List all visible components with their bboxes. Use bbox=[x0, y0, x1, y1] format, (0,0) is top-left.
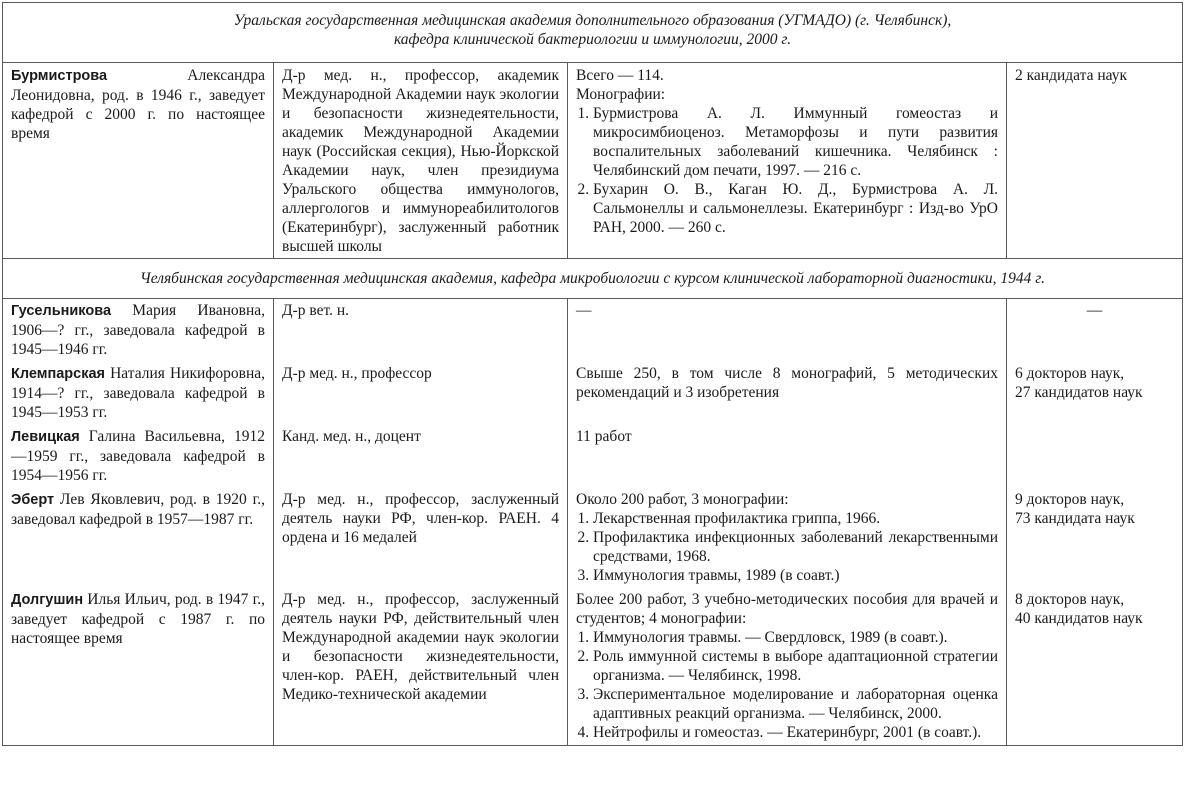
works-total: Всего — 114. bbox=[576, 67, 664, 84]
person-cell bbox=[3, 299, 274, 363]
list-item: 4. Нейтрофилы и гомеостаз. — Екатеринбург, 2001 (в соавт.). bbox=[593, 723, 998, 742]
person-details: Мария Ивановна, 1906—? гг., заведовала кафедрой в 1945—1946 гг. bbox=[11, 302, 265, 358]
person-surname: Бурмистрова bbox=[11, 68, 108, 84]
monographs-list bbox=[576, 104, 998, 237]
students-cell: 6 докторов наук, 27 кандидатов наук bbox=[1007, 362, 1183, 425]
table-row bbox=[3, 63, 1183, 259]
heads-of-departments-table bbox=[2, 2, 1183, 746]
person-details: Илья Ильич, род. в 1947 г., заведует кафедрой с 1987 г. по настоящее время bbox=[11, 591, 265, 647]
degree-cell: Д-р вет. н. bbox=[274, 299, 568, 363]
person-surname: Левицкая bbox=[11, 429, 80, 445]
works-cell: Свыше 250, в том числе 8 монографий, 5 методических рекомендаций и 3 изобретения bbox=[568, 362, 1007, 425]
table-row bbox=[3, 425, 1183, 488]
works-total: Около 200 работ, 3 монографии: bbox=[576, 491, 789, 508]
degree-cell: Канд. мед. н., доцент bbox=[274, 425, 568, 488]
degree-cell: Д-р мед. н., профессор, заслуженный деятель науки РФ, член-кор. РАЕН. 4 ордена и 16 медалей bbox=[274, 488, 568, 588]
person-cell bbox=[3, 63, 274, 259]
list-item: 3. Экспериментальное моделирование и лабораторная оценка адаптивных реакций организма. — Челябинск, 2000. bbox=[593, 685, 998, 723]
section-header-cell: Челябинская государственная медицинская академия, кафедра микробиологии с курсом клинической лабораторной диагностики, 1944 г. bbox=[3, 259, 1183, 299]
person-surname: Эберт bbox=[11, 492, 55, 508]
works-subheading: Монографии: bbox=[576, 86, 666, 103]
person-details: Лев Яковлевич, род. в 1920 г., заведовал кафедрой в 1957—1987 гг. bbox=[11, 491, 265, 528]
person-surname: Гусельникова bbox=[11, 303, 112, 319]
works-cell bbox=[568, 488, 1007, 588]
person-details: Наталия Никифоровна, 1914—? гг., заведовала кафедрой в 1945—1953 гг. bbox=[11, 365, 265, 421]
list-item: 3. Иммунология травмы, 1989 (в соавт.) bbox=[593, 566, 998, 585]
students-cell: 8 докторов наук, 40 кандидатов наук bbox=[1007, 588, 1183, 746]
degree-cell: Д-р мед. н., профессор, академик Международной Академии наук экологии и безопасности жизнедеятельности, академик Международной Академии наук (Российская секция), Нью-Йоркской Академии наук, член президиума Уральского общества иммунологов, аллергологов и иммунореабилитологов (Екатеринбург), заслуженный работник высшей школы bbox=[274, 63, 568, 259]
degree-cell: Д-р мед. н., профессор bbox=[274, 362, 568, 425]
person-cell bbox=[3, 362, 274, 425]
person-details: Александра Леонидовна, род. в 1946 г., заведует кафедрой с 2000 г. по настоящее время bbox=[11, 67, 265, 142]
person-surname: Долгушин bbox=[11, 592, 84, 608]
list-item: 2. Бухарин О. В., Каган Ю. Д., Бурмистрова А. Л. Сальмонеллы и сальмонеллезы. Екатеринбург : Изд-во УрО РАН, 2000. — 260 с. bbox=[593, 180, 998, 237]
works-cell bbox=[568, 588, 1007, 746]
section-header-line-2: кафедра клинической бактериологии и иммунологии, 2000 г. bbox=[393, 31, 792, 48]
section-header-ugmado bbox=[3, 3, 1183, 63]
table-row bbox=[3, 588, 1183, 746]
list-item: 1. Бурмистрова А. Л. Иммунный гомеостаз и микросимбиоценоз. Метаморфозы и пути развития воспалительных заболеваний кишечника. Челябинск : Челябинский дом печати, 1997. — 216 с. bbox=[593, 104, 998, 180]
table-row bbox=[3, 362, 1183, 425]
works-cell: 11 работ bbox=[568, 425, 1007, 488]
list-item: 2. Роль иммунной системы в выборе адаптационной стратегии организма. — Челябинск, 1998. bbox=[593, 647, 998, 685]
person-surname: Клемпарская bbox=[11, 366, 105, 382]
list-item: 2. Профилактика инфекционных заболеваний лекарственными средствами, 1968. bbox=[593, 528, 998, 566]
section-header-cell bbox=[3, 3, 1183, 63]
works-cell: — bbox=[568, 299, 1007, 363]
students-cell: 9 докторов наук, 73 кандидата наук bbox=[1007, 488, 1183, 588]
person-cell bbox=[3, 588, 274, 746]
monographs-list bbox=[576, 628, 998, 742]
degree-cell: Д-р мед. н., профессор, заслуженный деятель науки РФ, действительный член Международной академии наук экологии и безопасности жизнедеятельности, член-кор. РАЕН, действительный член Медико-технической академии bbox=[274, 588, 568, 746]
section-header-chelyabinsk bbox=[3, 259, 1183, 299]
monographs-list bbox=[576, 509, 998, 585]
works-total: Более 200 работ, 3 учебно-методических пособия для врачей и студентов; 4 монографии: bbox=[576, 591, 998, 627]
list-item: 1. Лекарственная профилактика гриппа, 1966. bbox=[593, 509, 998, 528]
section-header-line-1: Уральская государственная медицинская академия дополнительного образования (УГМАДО) (г. Челябинск), bbox=[233, 12, 952, 29]
person-cell bbox=[3, 488, 274, 588]
table-row bbox=[3, 299, 1183, 363]
list-item: 1. Иммунология травмы. — Свердловск, 1989 (в соавт.). bbox=[593, 628, 998, 647]
students-cell: 2 кандидата наук bbox=[1007, 63, 1183, 259]
person-details: Галина Васильевна, 1912—1959 гг., заведовала кафедрой в 1954—1956 гг. bbox=[11, 428, 265, 484]
students-cell: — bbox=[1007, 299, 1183, 363]
table-row bbox=[3, 488, 1183, 588]
works-cell bbox=[568, 63, 1007, 259]
students-cell bbox=[1007, 425, 1183, 488]
person-cell bbox=[3, 425, 274, 488]
